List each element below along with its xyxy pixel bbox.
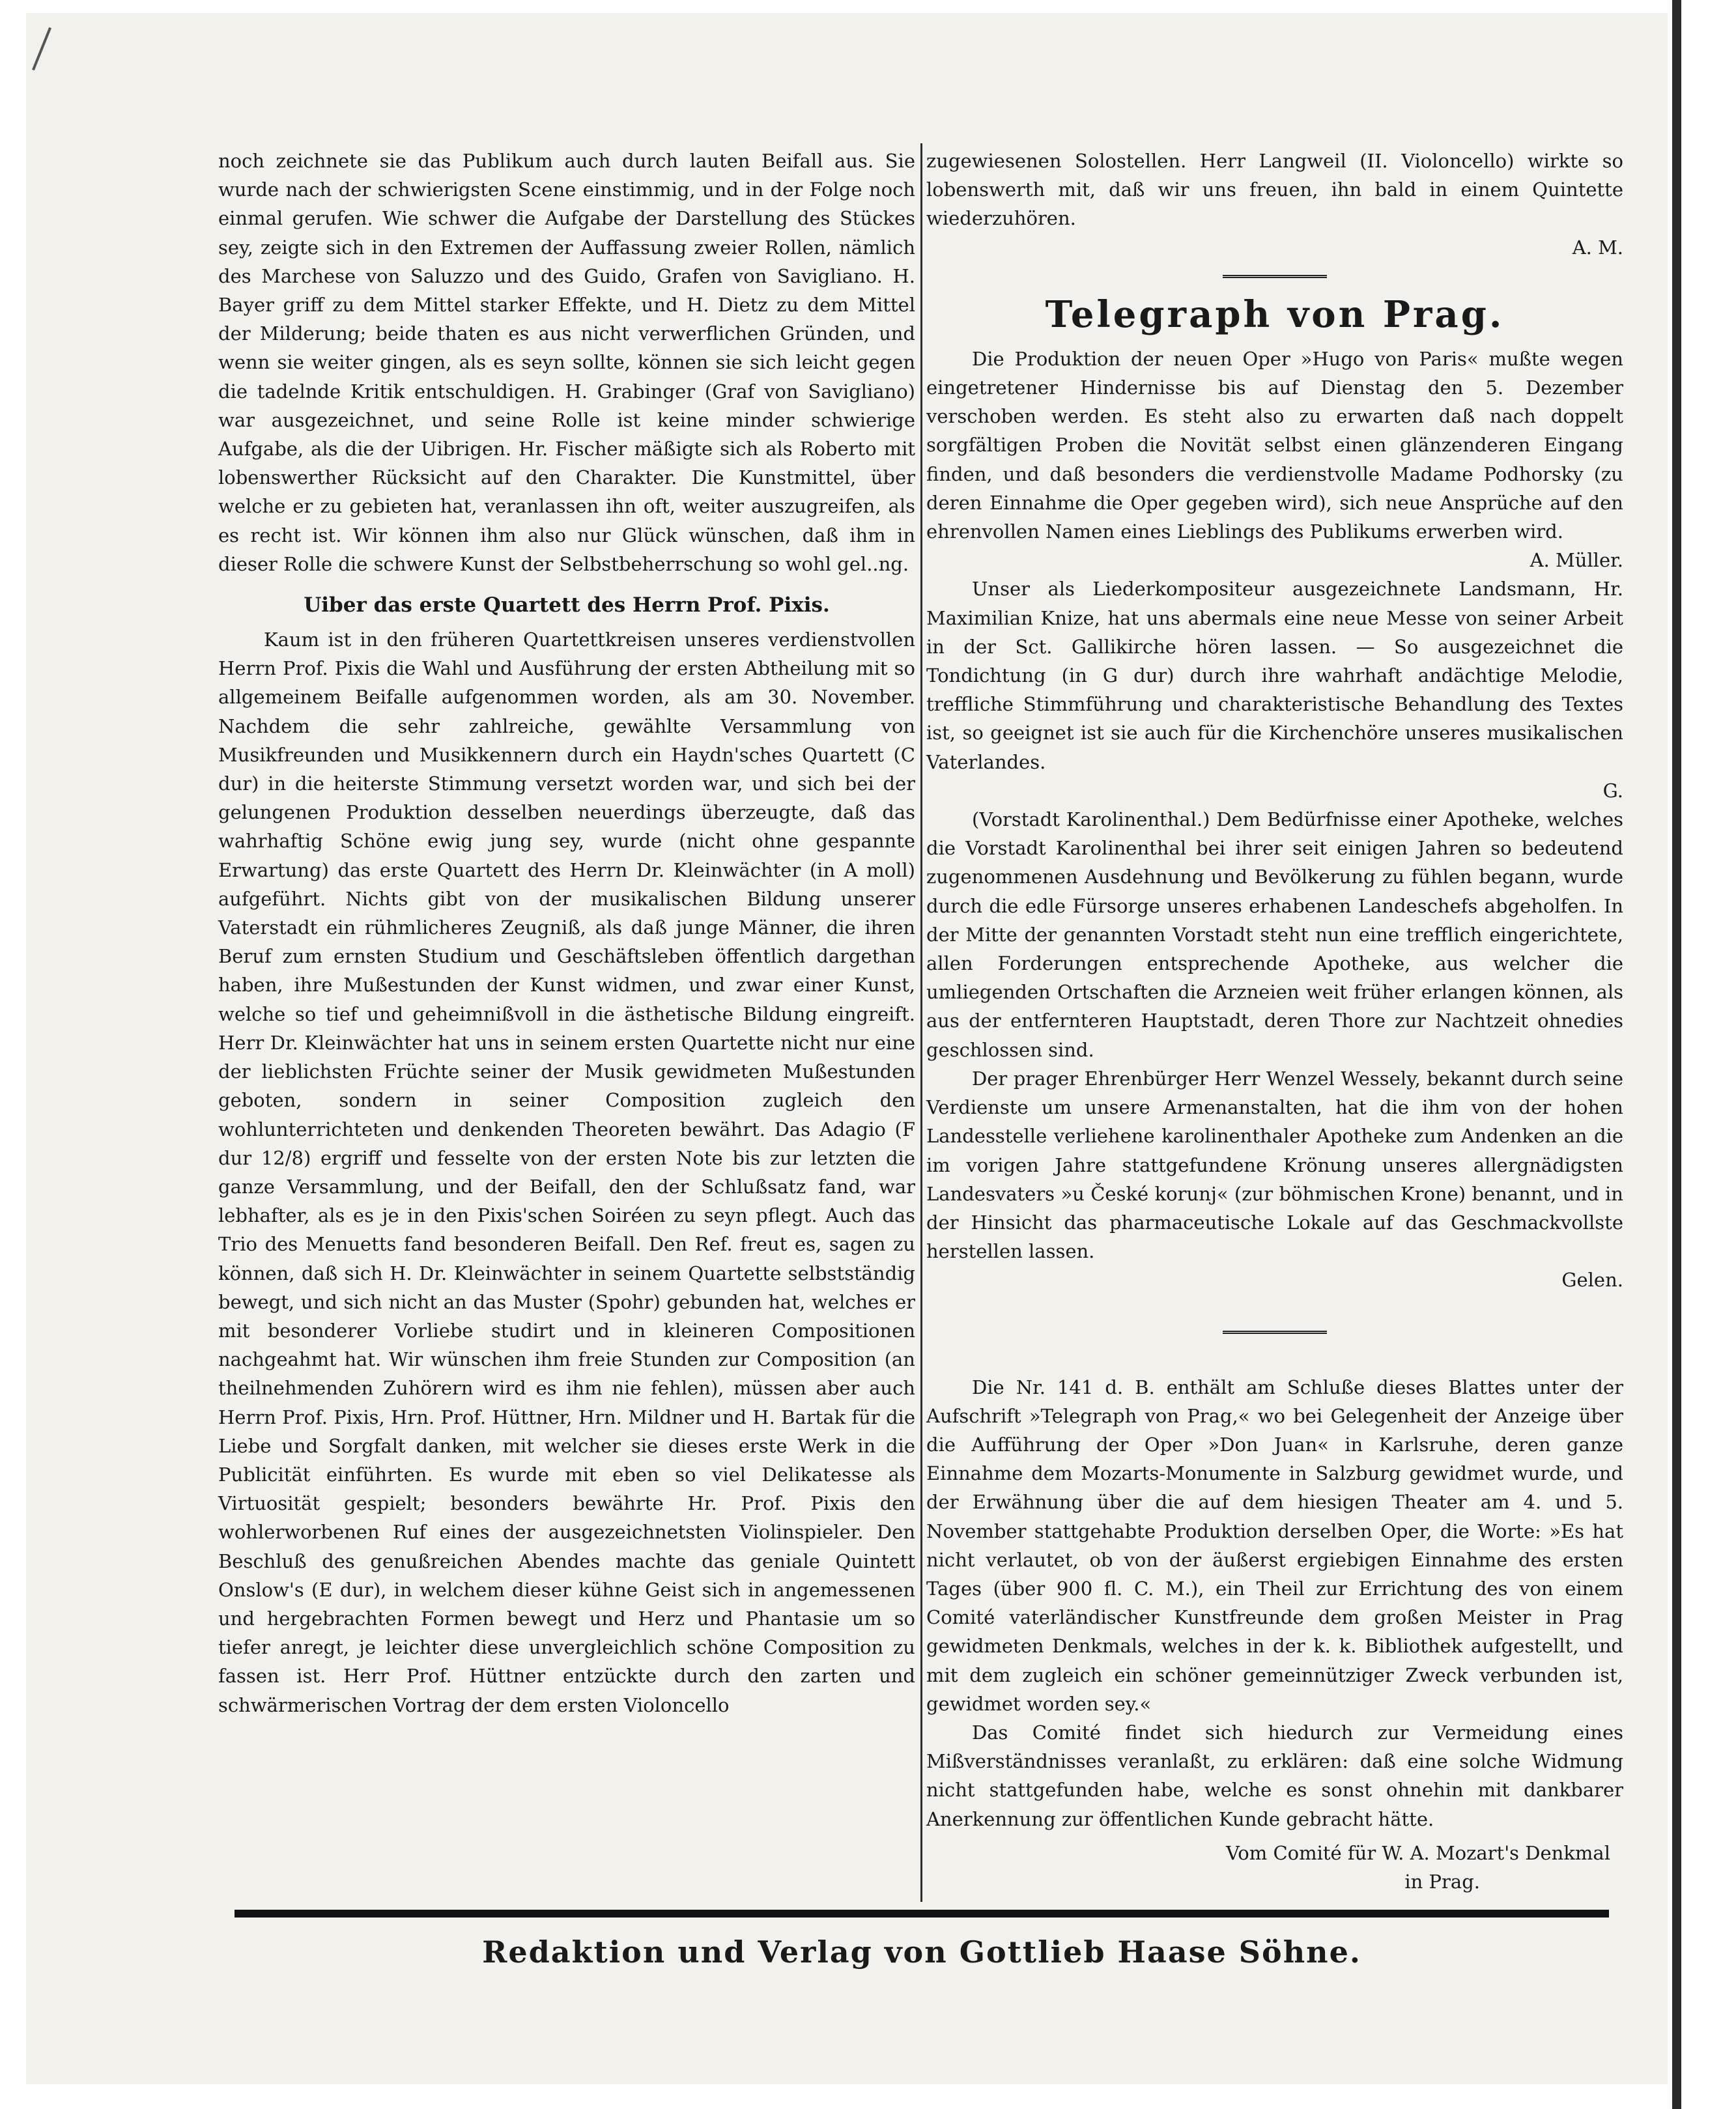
section-rule bbox=[1223, 1331, 1327, 1334]
correction-notice: Die Nr. 141 d. B. enthält am Schluße dieses Blattes unter der Aufschrift »Telegraph von Prag,« wo bei Gelegenheit der Anzeige über die Aufführung der Oper »Don Juan« in Karlsruhe, deren ganze Einnahme dem Mozarts-Monumente in Salzburg gewidmet wurde, und der Erwähnung über die auf dem hiesigen Theater am 4. und 5. November stattgehabte Produktion derselben Oper, die Worte: »Es hat nicht verlautet, ob von der äußerst ergiebigen Einnahme des ersten Tages (über 900 fl. C. M.), ein Theil zur Errichtung des von einem Comité vaterländischer Kunstfreunde dem großen Meister in Prag gewidmeten Denkmals, welches in der k. k. Bibliothek aufgestellt, und mit dem zugleich ein schöner gemeinnütziger Zweck verbunden ist, gewidmet worden sey.« bbox=[926, 1376, 1623, 1715]
footer-rule bbox=[235, 1910, 1609, 1918]
publisher-imprint: Redaktion und Verlag von Gottlieb Haase Söhne. bbox=[482, 1934, 1361, 1970]
committee-signature-line1: Vom Comité für W. A. Mozart's Denkmal bbox=[1226, 1841, 1610, 1864]
pharmacy-signature: Gelen. bbox=[1561, 1269, 1623, 1292]
opera-notice: Die Produktion der neuen Oper »Hugo von Paris« mußte wegen eingetretener Hindernisse bis auf Dienstag den 5. Dezember verschoben werden. Es steht also zu erwarten daß nach doppelt sorgfältigen Proben die Novität selbst einen glänzenderen Eingang finden, und daß besonders die verdienstvolle Madame Podhorsky (zu deren Einnahme die Oper gegeben wird), sich neue Ansprüche auf den ehrenvollen Namen eines Lieblings des Publikums erwerben wird. bbox=[926, 347, 1623, 543]
review-end: zugewiesenen Solostellen. Herr Langweil (II. Violoncello) wirkte so lobenswerth mit, daß wir uns freuen, ihn bald in einem Quintette wiederzuhören. bbox=[926, 150, 1623, 230]
review-signature: A. M. bbox=[1572, 236, 1623, 259]
right-column bbox=[926, 147, 1623, 1896]
opera-signature: A. Müller. bbox=[1530, 549, 1623, 572]
pharmacy-donor-notice: Der prager Ehrenbürger Herr Wenzel Wessely, bekannt durch seine Verdienste um unsere Armenanstalten, hat die ihm von der hohen Landesstelle verliehene karolinenthaler Apotheke zum Andenken an die im vorigen Jahre stattgefundene Krönung unseres allergnädigsten Landesvaters »u České korunj« (zur böhmischen Krone) benannt, und in der Hinsicht das pharmaceutische Lokale auf das Geschmackvollste herstellen lassen. bbox=[926, 1067, 1623, 1263]
mass-signature: G. bbox=[1602, 779, 1623, 802]
quartet-article: Kaum ist in den früheren Quartettkreisen unseres verdienstvollen Herrn Prof. Pixis die Wahl und Ausführung der ersten Abtheilung mit so allgemeinem Beifalle aufgenommen worden, als am 30. November. Nachdem die sehr zahlreiche, gewählte Versammlung von Musikfreunden und Musikkennern durch ein Haydn'sches Quartett (C dur) in die heiterste Stimmung versetzt worden war, und sich bei der gelungenen Produktion desselben neuerdings überzeugte, daß das wahrhaftig Schöne ewig jung sey, wurde (nicht ohne gespannte Erwartung) das erste Quartett des Herrn Dr. Kleinwächter (in A moll) aufgeführt. Nichts gibt von der musikalischen Bildung unserer Vaterstadt ein rühmlicheres Zeugniß, als daß junge Männer, die ihren Beruf zum ernsten Studium und Geschäftsleben öffentlich dargethan haben, ihre Mußestunden der Kunst widmen, und zwar einer Kunst, welche so tief und geheimnißvoll in die ästhetische Bildung eingreift. Herr Dr. Kleinwächter hat uns in seinem ersten Quartette nicht nur eine der lieblichsten Früchte seiner der Musik gewidmeten Mußestunden geboten, sondern in seiner Composition zugleich den wohlunterrichteten und denkenden Theoreten bewährt. Das Adagio (F dur 12/8) ergriff und fesselte von der ersten Note bis zur letzten die ganze Versammlung, und der Beifall, den der Schlußsatz fand, war lebhafter, als es je in den Pixis'schen Soiréen zu seyn pflegt. Auch das Trio des Menuetts fand besonderen Beifall. Den Ref. freut es, sagen zu können, daß sich H. Dr. Kleinwächter in seinem Quartette selbstständig bewegt, und sich nicht an das Muster (Spohr) gebunden hat, welches er mit besonderer Vorliebe studirt und in kleineren Compositionen nachgeahmt hat. Wir wünschen ihm freie Stunden zur Composition (an theilnehmenden Zuhörern wird es ihm nie fehlen), müssen aber auch Herrn Prof. Pixis, Hrn. Prof. Hüttner, Hrn. Mildner und H. Bartak für die Liebe und Sorgfalt danken, mit welcher sie dieses erste Werk in die Publicität einführten. Es wurde mit eben so viel Delikatesse als Virtuosität gespielt; besonders bewährte Hr. Prof. Pixis den wohlerworbenen Ruf eines der ausgezeichnetsten Violinspieler. Den Beschluß des genußreichen Abendes machte das geniale Quintett Onslow's (E dur), in welchem dieser kühne Geist sich in angemessenen und hergebrachten Formen bewegt und Herz und Phantasie um so tiefer anregt, je leichter diese unvergleichlich schöne Composition zu fassen ist. Herr Prof. Hüttner entzückte durch den zarten und schwärmerischen Vortrag der dem ersten Violoncello bbox=[218, 629, 915, 1716]
column-divider bbox=[920, 143, 922, 1902]
quartet-heading: Uiber das erste Quartett des Herrn Prof. Pixis. bbox=[304, 593, 830, 617]
committee-statement: Das Comité findet sich hiedurch zur Vermeidung eines Mißverständnisses veranlaßt, zu erklären: daß eine solche Widmung nicht stattgefunden habe, welche es sonst ohnehin mit dankbarer Anerkennung zur öffentlichen Kunde gebracht hätte. bbox=[926, 1721, 1623, 1830]
committee-signature bbox=[926, 1839, 1623, 1896]
scan-border bbox=[1672, 0, 1681, 2109]
review-continuation: noch zeichnete sie das Publikum auch durch lauten Beifall aus. Sie wurde nach der schwierigsten Scene einstimmig, und in der Folge noch einmal gerufen. Wie schwer die Aufgabe der Darstellung des Stückes sey, zeigte sich in den Extremen der Auffassung zweier Rollen, nämlich des Marchese von Saluzzo und des Guido, Grafen von Savigliano. H. Bayer griff zu dem Mittel starker Effekte, und H. Dietz zu dem Mittel der Milderung; beide thaten es aus nicht verwerflichen Gründen, und wenn sie weiter gingen, als es seyn sollte, können sie sich leicht gegen die tadelnde Kritik entschuldigen. H. Grabinger (Graf von Savigliano) war ausgezeichnet, und seine Rolle ist keine minder schwierige Aufgabe, als die der Uibrigen. Hr. Fischer mäßigte sich als Roberto mit lobenswerther Rücksicht auf den Charakter. Die Kunstmittel, über welche er zu gebieten hat, veranlassen ihn oft, weiter auszugreifen, als es recht ist. Wir können ihm also nur Glück wünschen, daß ihm in dieser Rolle die schwere Kunst der Selbstbeherrschung so wohl gel..ng. bbox=[218, 150, 915, 575]
telegraph-heading: Telegraph von Prag. bbox=[1045, 292, 1505, 336]
committee-signature-line2: in Prag. bbox=[1404, 1870, 1480, 1893]
mass-notice: Unser als Liederkompositeur ausgezeichnete Landsmann, Hr. Maximilian Knize, hat uns abermals eine neue Messe von seiner Arbeit in der Sct. Gallikirche hören lassen. — So ausgezeichnet die Tondichtung (in G dur) durch ihre wahrhaft andächtige Melodie, treffliche Stimmführung und charakteristische Behandlung des Textes ist, so geeignet ist sie auch für die Kirchenchöre unseres musikalischen Vaterlandes. bbox=[926, 578, 1623, 773]
left-column bbox=[218, 147, 915, 1720]
section-rule bbox=[1223, 275, 1327, 278]
pharmacy-notice: (Vorstadt Karolinenthal.) Dem Bedürfnisse einer Apotheke, welches die Vorstadt Karolinenthal bei ihrer seit einigen Jahren so bedeutend zugenommenen Ausdehnung und Bevölkerung zu fühlen begann, wurde durch die edle Fürsorge unseres erhabenen Landeschefs abgeholfen. In der Mitte der genannten Vorstadt steht nun eine trefflich eingerichtete, allen Forderungen entsprechende Apotheke, aus welcher die umliegenden Ortschaften die Arzneien weit früher erlangen können, als aus der entfernteren Hauptstadt, deren Thore zur Nachtzeit ohnedies geschlossen sind. bbox=[926, 808, 1623, 1061]
